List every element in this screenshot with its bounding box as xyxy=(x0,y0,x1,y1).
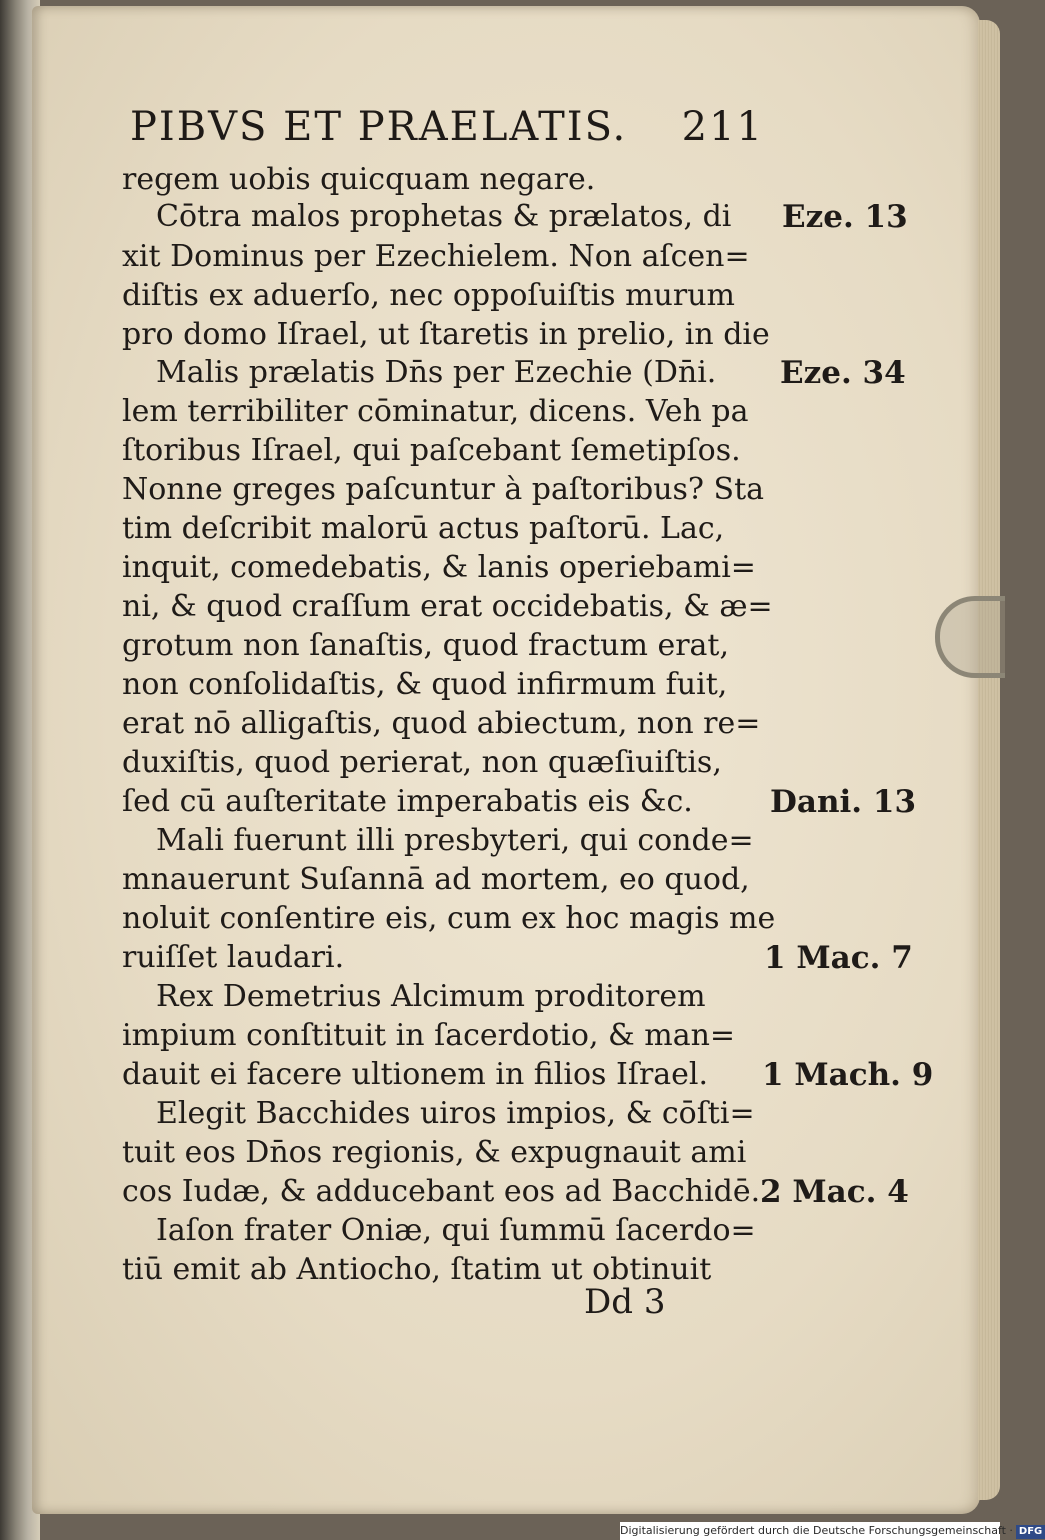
margin-note: Eze. 13 xyxy=(782,199,908,235)
text-line: non conſolidaſtis, & quod infirmum fuit, xyxy=(122,667,728,702)
text-line: Mali fuerunt illi presbyteri, qui conde= xyxy=(156,823,754,858)
text-line: mnauerunt Suſannā ad mortem, eo quod, xyxy=(122,862,750,897)
text-line: tim deſcribit malorū actus paſtorū. Lac, xyxy=(122,511,725,546)
text-line: noluit conſentire eis, cum ex hoc magis me xyxy=(122,901,776,936)
digitization-footer xyxy=(620,1522,1043,1540)
text-line: duxiſtis, quod perierat, non quæſiuiſtis, xyxy=(122,745,722,780)
text-line: lem terribiliter cōminatur, dicens. Veh pa xyxy=(122,394,749,429)
signature-mark: Dd 3 xyxy=(584,1282,666,1322)
text-line: pro domo Iſrael, ut ſtaretis in prelio, in die xyxy=(122,317,770,352)
text-line: Nonne greges paſcuntur à paſtoribus? Sta xyxy=(122,472,765,507)
text-line: Rex Demetrius Alcimum proditorem xyxy=(156,979,706,1014)
text-line: erat nō alligaſtis, quod abiectum, non re= xyxy=(122,706,761,741)
dfg-logo: DFG xyxy=(1016,1525,1045,1539)
margin-note: Dani. 13 xyxy=(770,784,917,820)
margin-note: 1 Mac. 7 xyxy=(764,940,913,976)
text-line: cos Iudæ, & adducebant eos ad Bacchidē. xyxy=(122,1174,761,1209)
text-line: Iaſon frater Oniæ, qui ſummū ſacerdo= xyxy=(156,1213,756,1248)
text-line: Malis prælatis Dn̄s per Ezechie (Dn̄i. xyxy=(156,355,717,390)
running-head-title: PIBVS ET PRAELATIS. xyxy=(130,104,628,150)
folio-number: 211 xyxy=(681,104,764,150)
text-line: impium conſtituit in ſacerdotio, & man= xyxy=(122,1018,736,1053)
margin-note: 1 Mach. 9 xyxy=(762,1057,934,1093)
text-line: diſtis ex aduerſo, nec oppoſuiſtis murum xyxy=(122,278,735,313)
text-line: dauit ei facere ultionem in filios Iſrael. xyxy=(122,1057,709,1092)
text-line: ruiſſet laudari. xyxy=(122,940,345,975)
text-line: ni, & quod craſſum erat occidebatis, & æ= xyxy=(122,589,773,624)
margin-note: 2 Mac. 4 xyxy=(760,1174,909,1210)
text-line: ſtoribus Iſrael, qui paſcebant ſemetipſos. xyxy=(122,433,741,468)
text-line: Cōtra malos prophetas & prælatos, di xyxy=(156,199,732,234)
text-line: tuit eos Dn̄os regionis, & expugnauit ami xyxy=(122,1135,747,1170)
text-line: ſed cū auſteritate imperabatis eis &c. xyxy=(122,784,693,819)
text-line: grotum non ſanaſtis, quod fractum erat, xyxy=(122,628,730,663)
text-line: xit Dominus per Ezechielem. Non aſcen= xyxy=(122,239,750,274)
text-line: Elegit Bacchides uiros impios, & cōſti= xyxy=(156,1096,755,1131)
margin-note: Eze. 34 xyxy=(780,355,906,391)
footer-text: Digitalisierung gefördert durch die Deutsche Forschungsgemeinschaft · xyxy=(620,1524,1013,1537)
text-line: inquit, comedebatis, & lanis operiebami= xyxy=(122,550,756,585)
text-line: tiū emit ab Antiocho, ſtatim ut obtinuit xyxy=(122,1252,712,1287)
text-line: regem uobis quicquam negare. xyxy=(122,162,596,197)
